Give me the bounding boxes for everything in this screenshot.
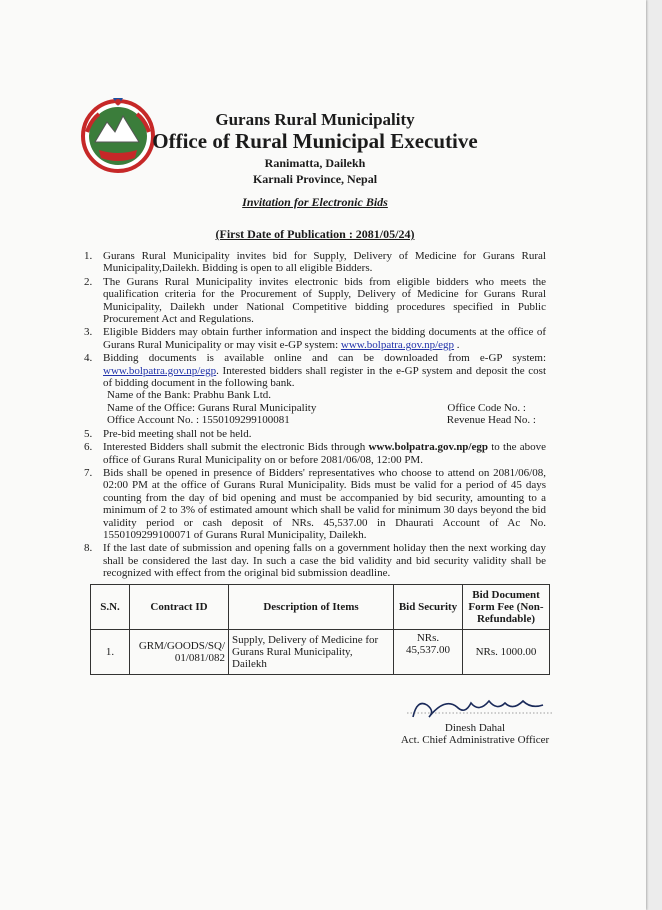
item-number: 8. xyxy=(84,542,93,555)
signatory-title: Act. Chief Administrative Officer xyxy=(400,734,550,746)
item-number: 7. xyxy=(84,466,93,479)
item-text: Bidding documents is available online and can be downloaded from e-GP system: xyxy=(103,352,546,365)
office-province: Karnali Province, Nepal xyxy=(252,172,378,186)
bids-table xyxy=(90,584,550,675)
item-number: 3. xyxy=(84,326,93,339)
item-text: Eligible Bidders may obtain further information and inspect the bidding documents at the office of Gurans Rural Municipality or may visit e-GP system: xyxy=(103,326,546,351)
header-description: Description of Items xyxy=(229,585,394,630)
office-location: Ranimatta, Dailekh xyxy=(264,156,366,170)
cell-contract-id: GRM/GOODS/SQ/ 01/081/082 xyxy=(130,630,229,675)
cell-sn: 1. xyxy=(91,630,130,675)
item-number: 1. xyxy=(84,250,93,262)
bank-office-name: Name of the Office: Gurans Rural Municipality xyxy=(107,401,317,414)
item-text: Interested Bidders shall submit the electronic Bids through xyxy=(103,441,369,454)
header-contract-id: Contract ID xyxy=(130,585,229,630)
municipality-name: Gurans Rural Municipality xyxy=(215,110,415,129)
item-number: 4. xyxy=(84,352,93,365)
list-item xyxy=(84,326,546,351)
table-header-row xyxy=(91,585,550,630)
item-number: 6. xyxy=(84,441,93,454)
item-text: to the above office of Gurans Rural Municipality on or before 2081/06/08, 12:00 PM. xyxy=(103,441,546,466)
list-item xyxy=(84,467,546,541)
header-bid-security: Bid Security xyxy=(394,585,463,630)
signature-icon xyxy=(405,695,555,723)
cell-bid-security: NRs. 45,537.00 xyxy=(394,630,463,675)
list-item xyxy=(84,428,546,440)
cell-description: Supply, Delivery of Medicine for Gurans Rural Municipality, Dailekh xyxy=(229,630,394,675)
item-text: Pre-bid meeting shall not be held. xyxy=(103,427,252,440)
egp-link[interactable]: www.bolpatra.gov.np/egp xyxy=(340,338,455,351)
item-text: If the last date of submission and opening falls on a government holiday then the next working day shall be considered the last day. In such a case the bid validity and bid security validity shall be recognized with effect from the original bid submission deadline. xyxy=(103,542,546,580)
table-row xyxy=(91,630,550,675)
item-text: Bids shall be opened in presence of Bidders' representatives who choose to attend on 2081/06/08, 02:00 PM at the office of Gurans Rural Municipality. Bids must be valid for a period of 45 days counting from the day of bid opening and must be accompanied by bid security, amounting to a minimum of 2 to 3% of estimated amount which shall be valid for minimum 30 days beyond the bid validity period or cash deposit of NRs. 45,537.00 in Dhaurati Account of Ac No. 1550109299100071 of Gurans Rural Municipality, Dailekh. xyxy=(103,466,546,541)
notice-items xyxy=(84,250,546,581)
header-form-fee: Bid Document Form Fee (Non-Refundable) xyxy=(463,585,550,630)
publication-date: (First Date of Publication : 2081/05/24) xyxy=(215,227,415,241)
egp-link-bold[interactable]: www.bolpatra.gov.np/egp xyxy=(368,441,488,454)
bank-office-code: Office Code No. : xyxy=(447,401,526,414)
office-name: Office of Rural Municipal Executive xyxy=(152,129,478,153)
item-text: . Interested bidders shall register in the e-GP system and deposit the cost of bidding document in the following bank. xyxy=(103,364,546,390)
signatory-name: Dinesh Dahal xyxy=(444,722,506,734)
header-sn: S.N. xyxy=(91,585,130,630)
bank-details xyxy=(103,389,546,426)
bank-account-no: Office Account No. : 1550109299100081 xyxy=(107,414,290,427)
list-item xyxy=(84,441,546,466)
item-text: Gurans Rural Municipality invites bid for Supply, Delivery of Medicine for Gurans Rural Municipality,Dailekh. Bidding is open to all eligible Bidders. xyxy=(103,250,546,275)
list-item xyxy=(84,250,546,275)
list-item xyxy=(84,276,546,326)
notice-title: Invitation for Electronic Bids xyxy=(242,195,388,209)
bank-revenue-head: Revenue Head No. : xyxy=(446,414,536,427)
nepal-emblem-icon xyxy=(77,92,159,174)
list-item xyxy=(84,542,546,579)
item-number: 2. xyxy=(84,275,93,288)
bank-name: Name of the Bank: Prabhu Bank Ltd. xyxy=(107,389,272,402)
item-text: . xyxy=(454,338,460,351)
item-text: The Gurans Rural Municipality invites electronic bids from eligible bidders who meets the qualification criteria for the Procurement of Supply, Delivery of Medicine for Gurans Rural Municipality, Dailekh under National Competitive bidding procedures specified in Public Procurement Act and Regulations. xyxy=(103,275,546,326)
list-item xyxy=(84,352,546,426)
item-number: 5. xyxy=(84,427,93,440)
egp-link[interactable]: www.bolpatra.gov.np/egp xyxy=(103,364,217,377)
cell-form-fee: NRs. 1000.00 xyxy=(463,630,550,675)
